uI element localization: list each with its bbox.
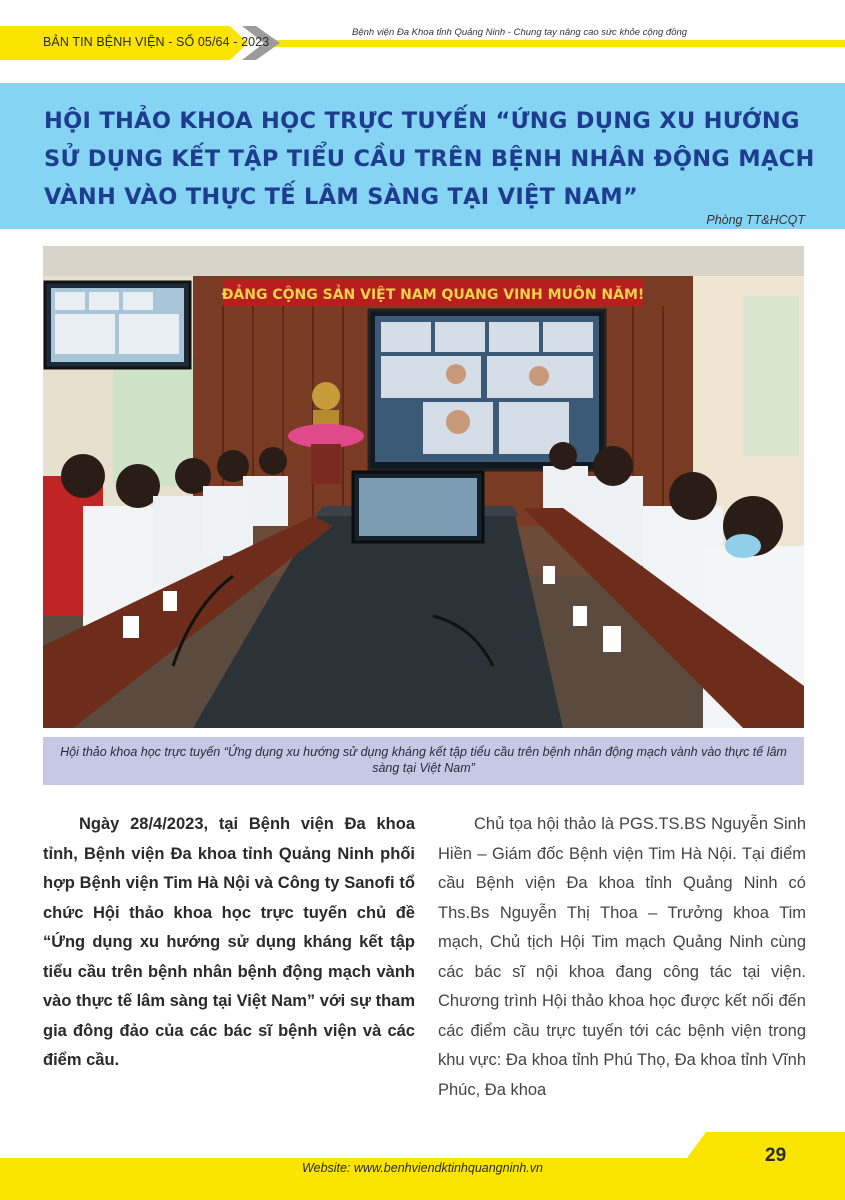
header-slogan: Bệnh viện Đa Khoa tỉnh Quảng Ninh - Chung tay nâng cao sức khỏe cộng đồng: [352, 27, 688, 38]
body-column: [438, 810, 806, 1105]
photo-caption: Hội thảo khoa học trực tuyến “Ứng dụng xu hướng sử dụng kháng kết tập tiểu cầu trên bệnh nhân động mạch vành vào thực tế lâm sàng tại Việt Nam”: [43, 737, 804, 785]
article-author: Phòng TT&HCQT: [706, 213, 805, 227]
article-photo: [43, 246, 804, 728]
issue-label: BẢN TIN BỆNH VIỆN - SỐ 05/64 - 2023: [43, 35, 270, 49]
article-title: HỘI THẢO KHOA HỌC TRỰC TUYẾN “ỨNG DỤNG XU HƯỚNG SỬ DỤNG KẾT TẬP TIỂU CẦU TRÊN BỆNH NHÂN ĐỘNG MẠCH VÀNH VÀO THỰC TẾ LÂM SÀNG TẠI VIỆT NAM”: [44, 108, 815, 210]
conference-room-illustration: [43, 246, 804, 728]
page-number: 29: [765, 1145, 787, 1166]
header-rule: [270, 40, 845, 47]
footer-website: Website: www.benhviendktinhquangninh.vn: [302, 1161, 543, 1175]
body-paragraph: Chủ tọa hội thảo là PGS.TS.BS Nguyễn Sinh Hiền – Giám đốc Bệnh viện Tim Hà Nội. Tại điểm cầu Bệnh viện Đa khoa tỉnh Quảng Ninh có Ths.Bs Nguyễn Thị Thoa – Trưởng khoa Tim mạch, Chủ tịch Hội Tim mạch Quảng Ninh cùng các bác sĩ nội khoa đang công tác tại viện. Chương trình Hội thảo khoa học được kết nối đến các điểm cầu trực tuyến tới các bệnh viện trong khu vực: Đa khoa tỉnh Phú Thọ, Đa khoa tỉnh Vĩnh Phúc, Đa khoa: [438, 815, 806, 1099]
photo-banner-text: ĐẢNG CỘNG SẢN VIỆT NAM QUANG VINH MUÔN NĂM!: [221, 287, 645, 303]
lead-paragraph: Ngày 28/4/2023, tại Bệnh viện Đa khoa tỉnh, Bệnh viện Đa khoa tỉnh Quảng Ninh phối hợp Bệnh viện Tim Hà Nội và Công ty Sanofi tổ chức Hội thảo khoa học trực tuyến chủ đề “Ứng dụng xu hướng sử dụng kháng kết tập tiểu cầu trên bệnh nhân bệnh động mạch vành vào thực tế lâm sàng tại Việt Nam” với sự tham gia đông đảo của các bác sĩ bệnh viện và các điểm cầu.: [43, 815, 415, 1069]
lead-column: [43, 810, 415, 1076]
